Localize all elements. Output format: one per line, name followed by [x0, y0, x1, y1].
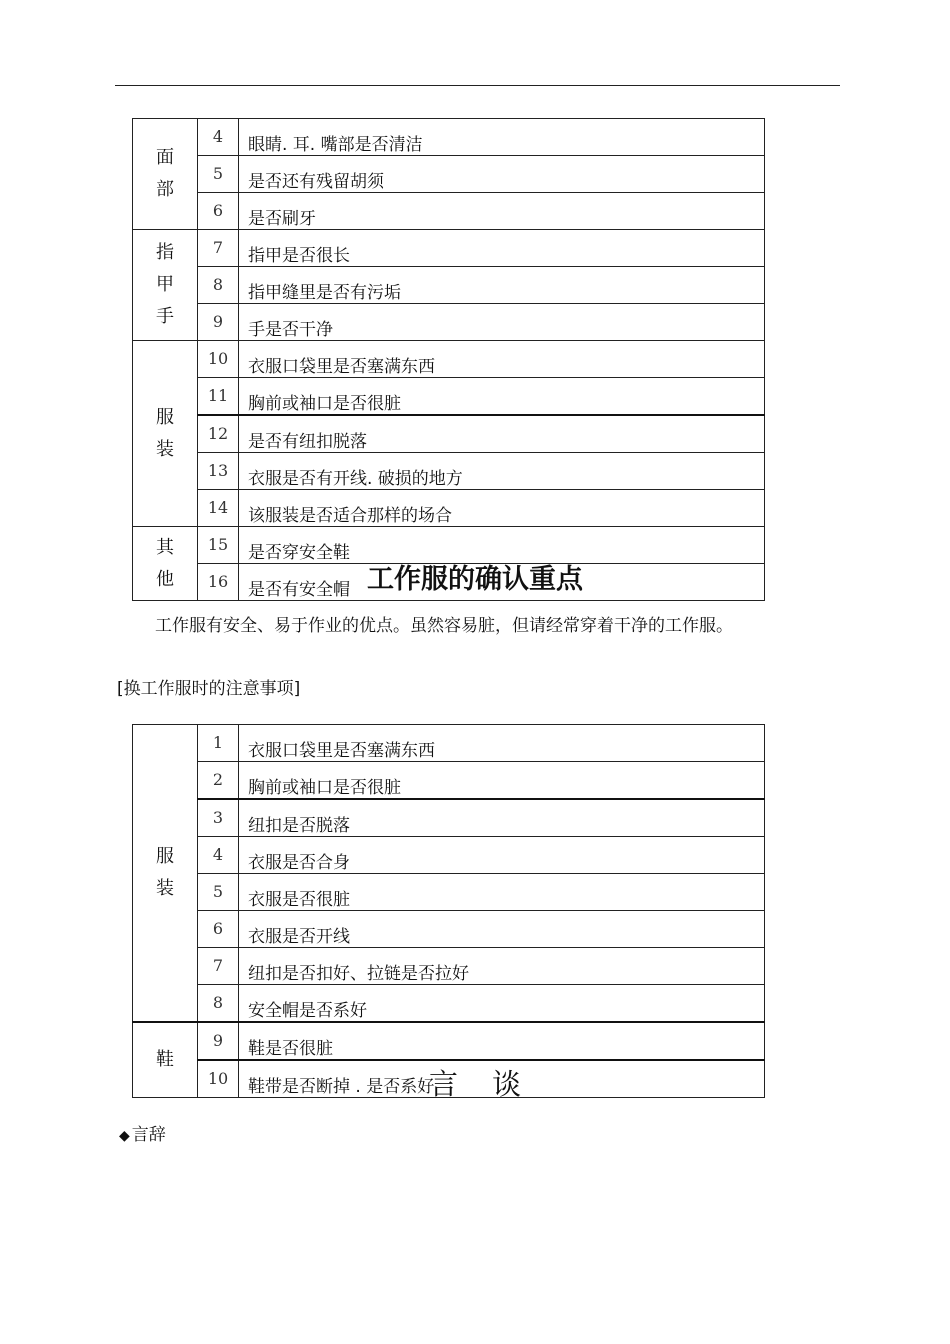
- grooming-checklist-table: [132, 118, 765, 601]
- table-row: [133, 911, 765, 948]
- bullet-item: [119, 1120, 166, 1145]
- row-text: 衣服是否很脏: [239, 874, 765, 911]
- row-text: 是否还有残留胡须: [239, 156, 765, 193]
- row-number: 10: [198, 1060, 239, 1098]
- row-number: 14: [198, 490, 239, 527]
- row-number: 5: [198, 156, 239, 193]
- row-text: 衣服是否开线: [239, 911, 765, 948]
- row-text: 衣服是否有开线. 破损的地方: [239, 453, 765, 490]
- workwear-checklist-table: [132, 724, 765, 1098]
- row-number: 6: [198, 193, 239, 230]
- row-text: 该服装是否适合那样的场合: [239, 490, 765, 527]
- row-number: 3: [198, 799, 239, 837]
- row-text: 指甲缝里是否有污垢: [239, 267, 765, 304]
- row-text: 衣服口袋里是否塞满东西: [239, 725, 765, 762]
- row-number: 16: [198, 564, 239, 601]
- header-rule: [115, 85, 840, 86]
- row-text: 是否有安全帽: [239, 564, 765, 601]
- row-number: 5: [198, 874, 239, 911]
- table-row: [133, 837, 765, 874]
- row-text: 纽扣是否脱落: [239, 799, 765, 837]
- row-number: 7: [198, 230, 239, 267]
- row-text: 衣服口袋里是否塞满东西: [239, 341, 765, 378]
- intro-paragraph: 工作服有安全、易于作业的优点。虽然容易脏，但请经常穿着干净的工作服。: [155, 616, 733, 636]
- row-text: 眼睛. 耳. 嘴部是否清洁: [239, 119, 765, 156]
- category-cell: 面 部: [133, 119, 198, 230]
- table-row: [133, 230, 765, 267]
- table-row: [133, 304, 765, 341]
- table-row: [133, 119, 765, 156]
- row-text: 胸前或袖口是否很脏: [239, 378, 765, 416]
- table-row: [133, 267, 765, 304]
- table-row: [133, 874, 765, 911]
- subsection-heading: [换工作服时的注意事项]: [117, 679, 301, 699]
- row-number: 13: [198, 453, 239, 490]
- row-text: 衣服是否合身: [239, 837, 765, 874]
- bullet-text: 言辞: [131, 1125, 166, 1145]
- table-row: [133, 725, 765, 762]
- table-row: [133, 378, 765, 416]
- category-cell: 其 他: [133, 527, 198, 601]
- section-title: [0, 1062, 950, 1103]
- row-text: 手是否干净: [239, 304, 765, 341]
- row-number: 4: [198, 837, 239, 874]
- table-row: [133, 762, 765, 800]
- diamond-bullet-icon: ◆: [119, 1128, 130, 1144]
- row-text: 是否有纽扣脱落: [239, 415, 765, 453]
- row-text: 鞋是否很脏: [239, 1022, 765, 1060]
- row-number: 8: [198, 985, 239, 1023]
- row-text: 鞋带是否断掉 . 是否系好: [239, 1060, 765, 1098]
- row-number: 2: [198, 762, 239, 800]
- table-row: [133, 490, 765, 527]
- row-number: 6: [198, 911, 239, 948]
- section-title-left: 言: [428, 1067, 458, 1101]
- table-row: [133, 1022, 765, 1060]
- table-row: [133, 156, 765, 193]
- row-text: 纽扣是否扣好、拉链是否拉好: [239, 948, 765, 985]
- section-title: 工作服的确认重点: [367, 564, 583, 595]
- row-text: 胸前或袖口是否很脏: [239, 762, 765, 800]
- row-text: 是否穿安全鞋: [239, 527, 765, 564]
- row-number: 7: [198, 948, 239, 985]
- category-cell: 鞋: [133, 1022, 198, 1098]
- row-text: 安全帽是否系好: [239, 985, 765, 1023]
- row-number: 1: [198, 725, 239, 762]
- row-text: 是否刷牙: [239, 193, 765, 230]
- row-number: 8: [198, 267, 239, 304]
- category-cell: 服 装: [133, 341, 198, 527]
- row-number: 15: [198, 527, 239, 564]
- category-cell: 指 甲 手: [133, 230, 198, 341]
- row-number: 12: [198, 415, 239, 453]
- row-number: 4: [198, 119, 239, 156]
- table-row: [133, 193, 765, 230]
- section-title-right: 谈: [492, 1067, 522, 1101]
- table-row: [133, 948, 765, 985]
- row-text: 指甲是否很长: [239, 230, 765, 267]
- table-row: [133, 415, 765, 453]
- table-row: [133, 453, 765, 490]
- row-number: 10: [198, 341, 239, 378]
- table-row: [133, 985, 765, 1023]
- category-cell: 服 装: [133, 725, 198, 1023]
- row-number: 9: [198, 304, 239, 341]
- row-number: 9: [198, 1022, 239, 1060]
- table-row: [133, 799, 765, 837]
- table-row: [133, 341, 765, 378]
- row-number: 11: [198, 378, 239, 416]
